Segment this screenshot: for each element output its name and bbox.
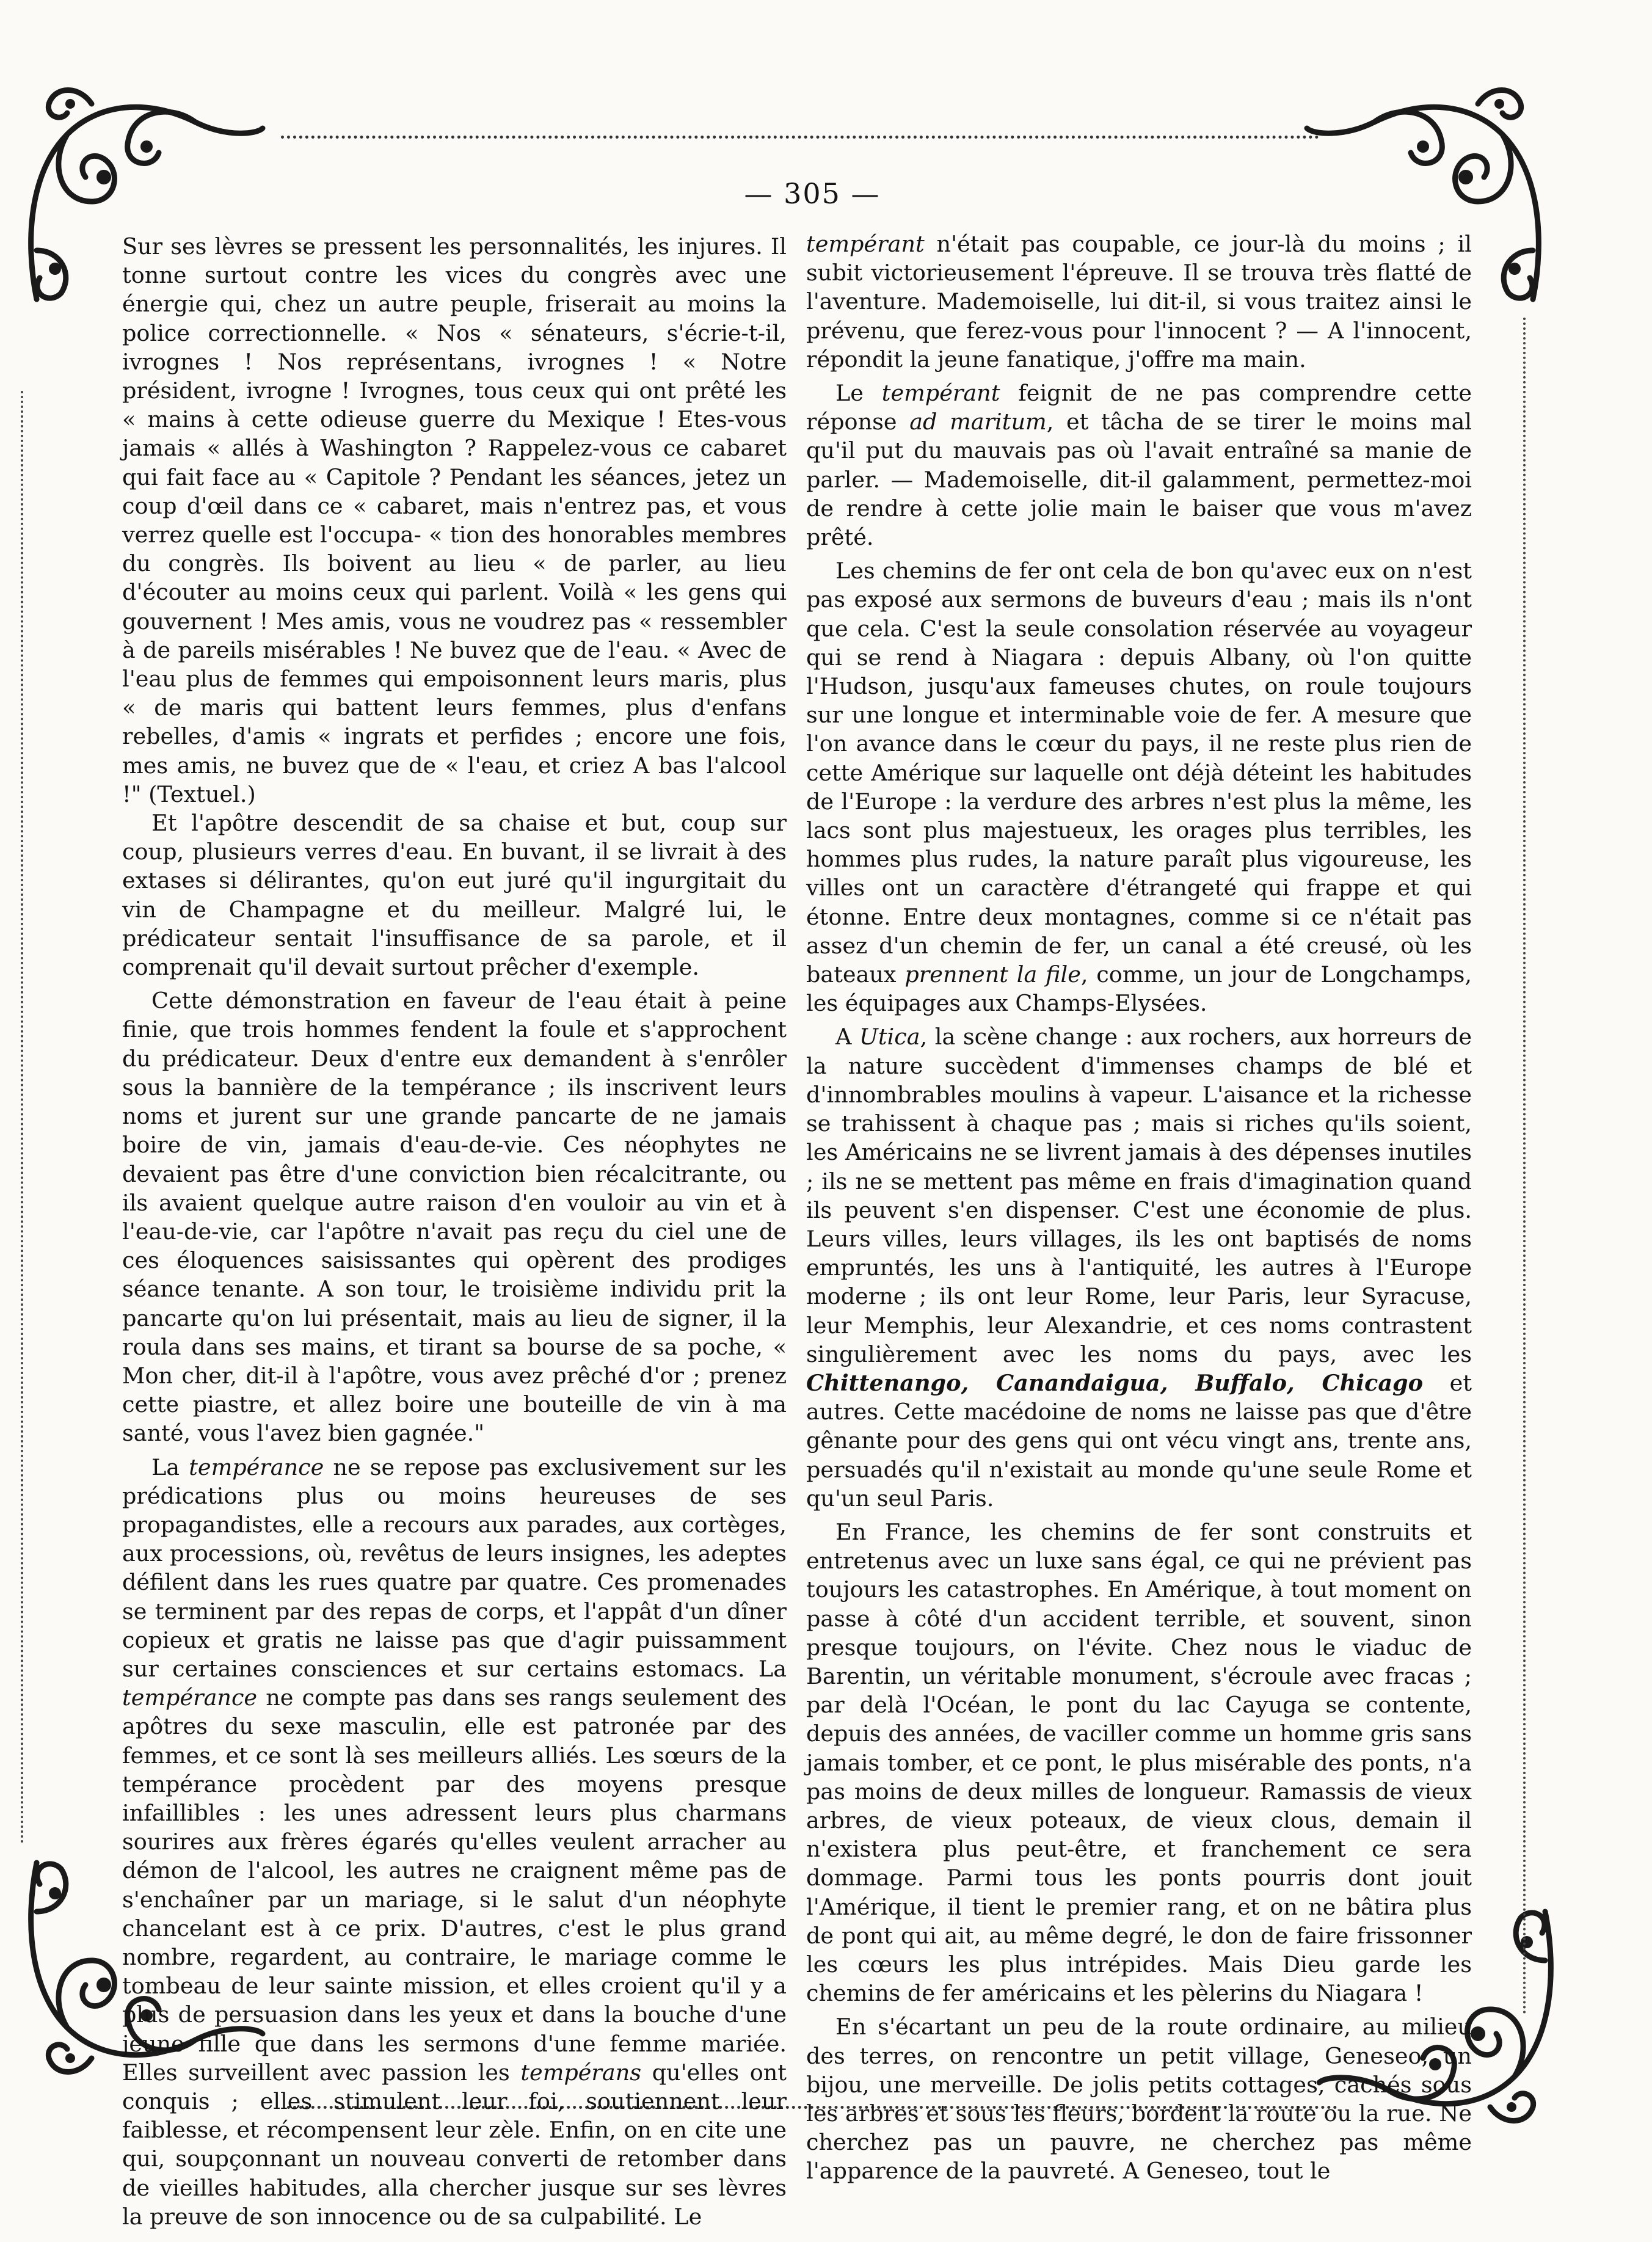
paragraph-text: ne se repose pas exclusivement sur les prédications plus ou moins heureuses de ses propagandistes, elle a recours aux parades, aux cortèges, aux processions, où, revêtus de leurs insignes, les adeptes défilent dans les rues quatre par quatre. Ces promenades se terminent par des repas de corps, et l'appât d'un dîner copieux et gratis ne laisse pas que d'agir puissamment sur certaines consciences et sur certains estomacs. La [122, 1454, 787, 1682]
place-names: Chittenango, Canandaigua, Buffalo, Chicago [806, 1369, 1424, 1396]
italic-term: tempérant [806, 231, 925, 257]
paragraph-text: , comme, un jour de Longchamps, les équipages aux Champs-Elysées. [806, 961, 1472, 1017]
paragraph-text: Cette démonstration en faveur de l'eau était à peine finie, que trois hommes fendent la foule et s'approchent du prédicateur. Deux d'entre eux demandent à s'enrôler sous la bannière de la tempérance ; ils inscrivent leurs noms et jurent sur une grande pancarte de ne jamais boire de vin, jamais d'eau-de-vie. Ces néophytes ne devaient pas être d'une conviction bien récalcitrante, ou ils avaient quelque autre raison d'en vouloir au vin et à l'eau-de-vie, car l'apôtre n'avait pas reçu du ciel une de ces éloquences saisissantes qui opèrent des prodiges séance tenante. A son tour, le troisième individu prit la pancarte qu'on lui présentait, mais au lieu de signer, il la roula dans ses mains, et tirant sa bourse de sa poche, « Mon cher, dit-il à l'apôtre, vous avez prêché d'or ; prenez cette piastre, et allez boire une bouteille de vin à ma santé, vous l'avez bien gagnée." [122, 988, 787, 1447]
paragraph-three-men [122, 986, 787, 1447]
paragraph-text: Et l'apôtre descendit de sa chaise et but, coup sur coup, plusieurs verres d'eau. En buvant, il se livrait à des extases si délirantes, qu'on eut juré qu'il ingurgitait du vin de Champagne et du meilleur. Malgré lui, le prédicateur sentait l'insuffisance de sa parole, et il comprenait qu'il devait surtout prêcher d'exemple. [122, 810, 787, 981]
paragraph-text: qu'elles ont conquis ; elles stimulent leur foi, soutiennent leur faiblesse, et récompensent leur zèle. Enfin, on en cite une qui, soupçonnant un nouveau converti de retomber dans de vieilles habitudes, alla chercher jusque sur ses lèvres la preuve de son innocence ou de sa culpabilité. Le [122, 2059, 787, 2230]
paragraph-text: En France, les chemins de fer sont construits et entretenus avec un luxe sans égal, ce qui ne prévient pas toujours les catastrophes. En Amérique, à tout moment on passe à côté d'un accident terrible, et souvent, sinon presque toujours, on l'évite. Chez nous le viaduc de Barentin, un véritable monument, s'écroule avec fracas ; par delà l'Océan, le pont du lac Cayuga se contente, depuis des années, de vaciller comme un homme gris sans jamais tomber, et ce pont, le plus misérable des ponts, n'a pas moins de deux milles de longueur. Ramassis de vieux arbres, de vieux poteaux, de vieux clous, demain il n'existera plus peut-être, et franchement ce sera dommage. Parmi tous les ponts pourris dont jouit l'Amérique, il tient le premier rang, et on ne bâtira plus de pont qui ait, au même degré, le don de faire frissonner les cœurs les plus intrépides. Mais Dieu garde les chemins de fer américains et les pèlerins du Niagara ! [806, 1518, 1472, 2007]
paragraph-text: Les chemins de fer ont cela de bon qu'avec eux on n'est pas exposé aux sermons de buveurs d'eau ; mais ils n'ont que cela. C'est la seule consolation réservée au voyageur qui se rend à Niagara : depuis Albany, où l'on quitte l'Hudson, jusqu'aux fameuses chutes, on roule toujours sur une longue et interminable voie de fer. A mesure que l'on avance dans le cœur du pays, il ne reste plus rien de cette Amérique sur laquelle ont déjà déteint les habitudes de l'Europe : la verdure des arbres n'est plus la même, les lacs sont plus majestueux, les orages plus terribles, les hommes plus rudes, la nature paraît plus vigoureuse, les villes ont un caractère d'étrangeté qui frappe et qui étonne. Entre deux montagnes, comme si ce n'était pas assez d'un chemin de fer, un canal a été creusé, où les bateaux [806, 558, 1472, 988]
italic-term: tempérance [122, 1684, 258, 1711]
paragraph-text: feignit de ne pas comprendre cette réponse [806, 380, 1472, 435]
paragraph-temperance [122, 1453, 787, 2231]
paragraph-railways [806, 556, 1472, 1017]
page-number: — 305 — [744, 177, 881, 210]
paragraph-text: , la scène change : aux rochers, aux horreurs de la nature succèdent d'immenses champs de blé et d'innombrables moulins à vapeur. L'aisance et la richesse se trahissent à chaque pas ; mais si riches qu'ils soient, les Américains ne se livrent jamais à des dépenses inutiles ; ils ne se mettent pas même en frais d'imagination quand ils peuvent s'en dispenser. C'est une économie de plus. Leurs villes, leurs villages, ils les ont baptisés de noms empruntés, les uns à l'antiquité, les autres à l'Europe moderne ; ils ont leur Rome, leur Paris, leur Syracuse, leur Memphis, leur Alexandrie, et ces noms contrastent singulièrement avec les noms du pays, avec les [806, 1024, 1472, 1367]
paragraph-text: n'était pas coupable, ce jour-là du moins ; il subit victorieusement l'épreuve. Il se trouva très flatté de l'aventure. Mademoiselle, lui dit-il, si vous traitez ainsi le prévenu, que ferez-vous pour l'innocent ? — A l'innocent, répondit la jeune fanatique, j'offre ma main. [806, 231, 1472, 373]
paragraph-continuation [806, 230, 1472, 374]
italic-term: tempérance [189, 1454, 324, 1480]
paragraph-apostle [122, 809, 787, 981]
paragraph-text: Sur ses lèvres se pressent les personnalités, les injures. Il tonne surtout contre les vices du congrès avec une énergie qui, chez un autre peuple, friserait au moins la police correctionnelle. « Nos « sénateurs, s'écrie-t-il, ivrognes ! Nos représentans, ivrognes ! « Notre président, ivrogne ! Ivrognes, tous ceux qui ont prêté les « mains à cette odieuse guerre du Mexique ! Etes-vous jamais « allés à Washington ? Rappelez-vous ce cabaret qui fait face au « Capitole ? Pendant les séances, jetez un coup d'œil dans ce « cabaret, mais n'entrez pas, et vous verrez quelle est l'occupa- « tion des honorables membres du congrès. Ils boivent au lieu « de parler, au lieu d'écouter au moins ceux qui parlent. Voilà « les gens qui gouvernent ! Mes amis, vous ne voudrez pas « ressembler à de pareils misérables ! Ne buvez que de l'eau. « Avec de l'eau plus de femmes qui empoisonnent leurs maris, plus « de maris qui battent leurs femmes, plus d'enfans rebelles, d'amis « ingrats et perfides ; encore une fois, mes amis, ne buvez que de « l'eau, et criez A bas l'alcool !" (Textuel.) [122, 233, 787, 807]
italic-term: tempérant [881, 380, 1000, 407]
italic-term: ad maritum [909, 409, 1047, 435]
top-border-line [281, 136, 1319, 139]
paragraph-text: En s'écartant un peu de la route ordinaire, au milieu des terres, on rencontre un petit village, Geneseo, un bijou, une merveille. De jolis petits cottages, cachés sous les arbres et sous les fleurs, bordent la route ou la rue. Ne cherchez pas un pauvre, ne cherchez pas même l'apparence de la pauvreté. A Geneseo, tout le [806, 2014, 1472, 2185]
left-text-column [122, 232, 787, 2231]
paragraph-text: A [835, 1024, 860, 1050]
right-border-line [1523, 318, 1526, 2015]
paragraph-text: et autres. Cette macédoine de noms ne laisse pas que d'être gênante pour des gens qui ont vécu vingt ans, trente ans, persuadés qu'il n'existait au monde qu'une seule Rome et qu'un seul Paris. [806, 1369, 1472, 1512]
paragraph-text: Le [835, 380, 882, 407]
italic-term: tempérans [520, 2059, 642, 2086]
paragraph-ad-maritum [806, 379, 1472, 551]
paragraph-utica [806, 1022, 1472, 1512]
left-border-line [21, 391, 23, 1844]
paragraph-text: , et tâcha de se tirer le moins mal qu'il put du mauvais pas où l'avait entraîné sa manie de parler. — Mademoiselle, dit-il galamment, permettez-moi de rendre à cette jolie main le baiser que vous m'avez prêté. [806, 409, 1472, 551]
italic-term: prennent la file [904, 961, 1081, 988]
paragraph-text: ne compte pas dans ses rangs seulement des apôtres du sexe masculin, elle est patronée par des femmes, et ce sont là ses meilleurs alliés. Les sœurs de la tempérance procèdent par des moyens presque infaillibles : les unes adressent leurs plus charmans sourires aux frères égarés qu'elles veulent arracher au démon de l'alcool, les autres ne craignent même pas de s'enchaîner par un mariage, si le salut d'un néophyte chancelant est à ce prix. D'autres, c'est le plus grand nombre, regardent, au contraire, le mariage comme le tombeau de leur sainte mission, et elles croient qu'il y a plus de persuasion dans les yeux et dans la bouche d'une jeune fille que dans les sermons d'une femme mariée. Elles surveillent avec passion les [122, 1684, 787, 2086]
paragraph-france [806, 1518, 1472, 2007]
italic-term: Utica [859, 1024, 920, 1050]
paragraph-geneseo [806, 2012, 1472, 2185]
paragraph-speech [122, 232, 787, 809]
paragraph-text: La [151, 1454, 189, 1480]
right-text-column [806, 230, 1472, 2186]
